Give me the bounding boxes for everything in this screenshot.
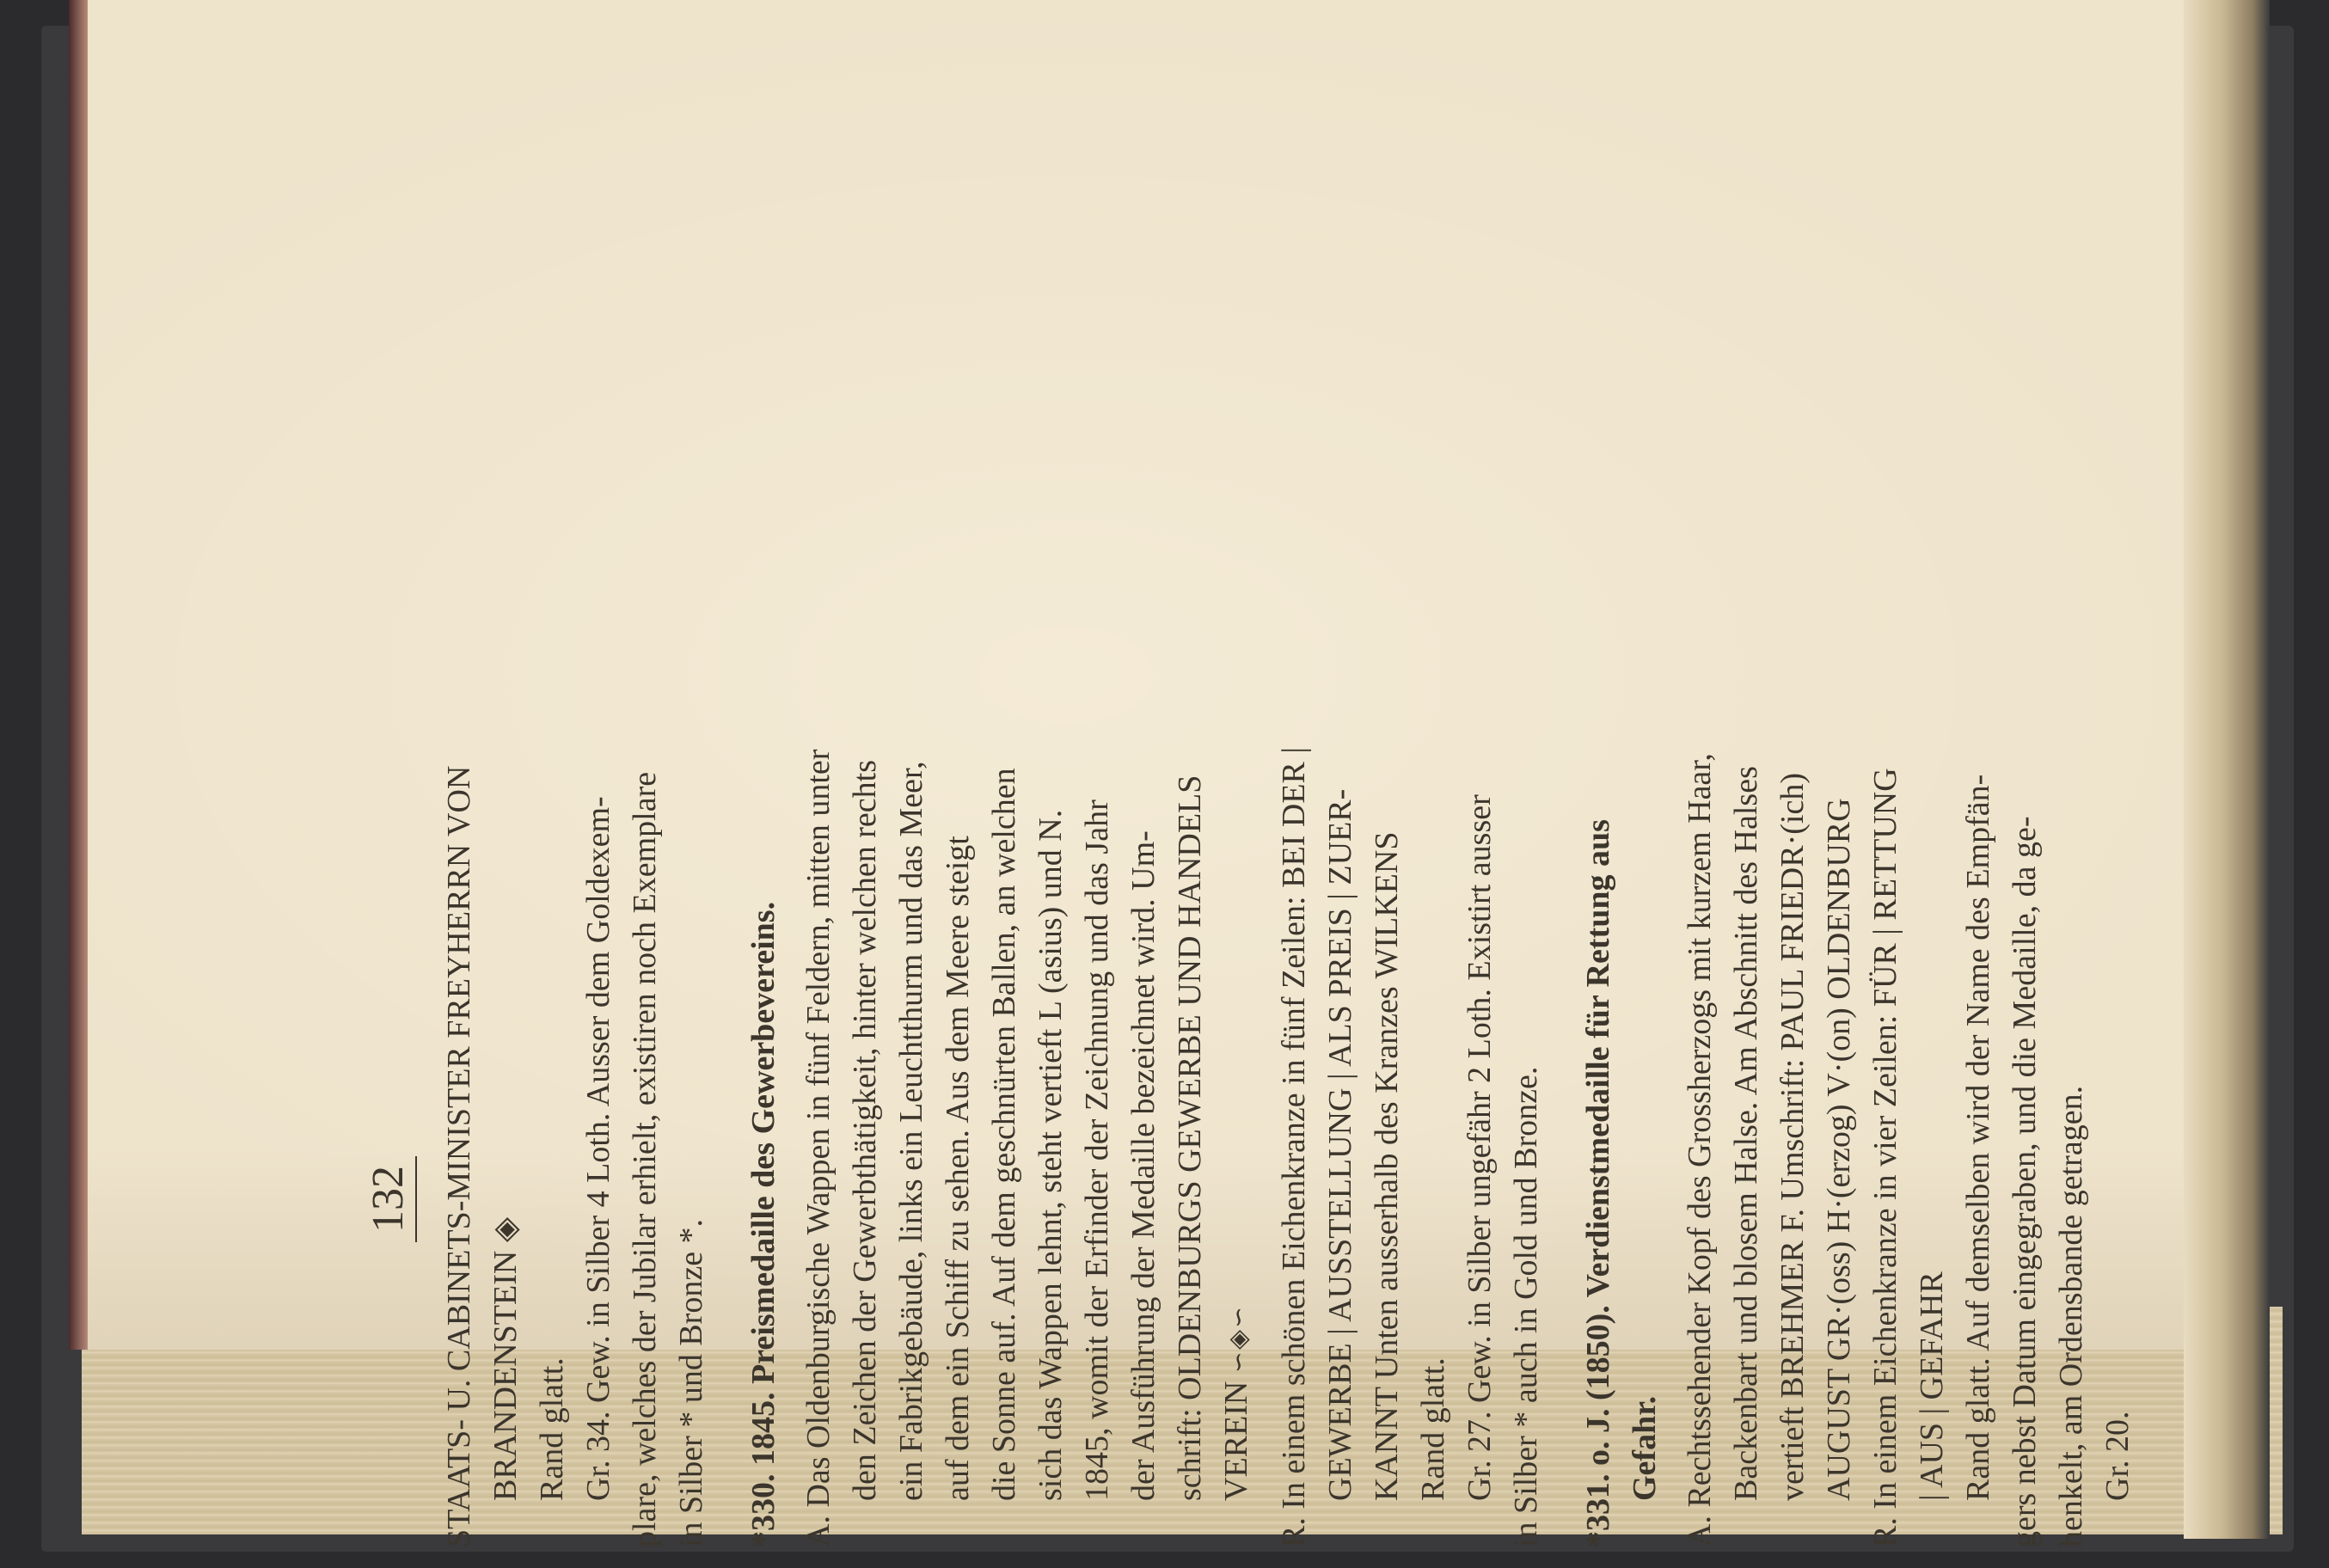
line: schrift: OLDENBURGS GEWERBE UND HANDELS (1172, 775, 1208, 1501)
line: gers nebst Datum eingegraben, und die Medaille, da ge- (2007, 816, 2043, 1547)
ornament-icon: ◈ (487, 1216, 524, 1243)
page-number-rule (415, 1156, 417, 1242)
line: sich das Wappen lehnt, steht vertieft L (asius) und N. (1033, 809, 1069, 1501)
line: in Silber * auch in Gold und Bronze. (1508, 1066, 1544, 1547)
line: A. Rechtssehender Kopf des Grossherzogs mit kurzem Haar, (1682, 753, 1718, 1547)
line: R. In einem Eichenkranze in vier Zeilen: FÜR | RETTUNG (1867, 768, 1903, 1547)
title-line-1: STAATS- U. CABINETS-MINISTER FREYHERRN VON (441, 765, 477, 1547)
line: Rand glatt. (1415, 1357, 1451, 1501)
entry-331-heading (1575, 129, 1668, 1547)
size-weight-note (575, 129, 714, 1547)
line: Gefahr. (1627, 1395, 1663, 1501)
entry-330-heading: *330. 1845. Preismedaille des Gewerbevereins. (745, 901, 781, 1547)
line: Gr. 20. (2099, 1411, 2136, 1501)
page-number: 132 (364, 1166, 413, 1233)
line: Rand glatt. Auf demselben wird der Name des Empfän- (1960, 774, 1996, 1501)
line: in Silber * und Bronze *. (673, 1218, 709, 1547)
line: | AUS | GEFAHR (1914, 1271, 1950, 1501)
line: 1845, womit der Erfinder der Zeichnung und das Jahr (1079, 799, 1115, 1501)
line-with-ornament (1213, 129, 1262, 1547)
line: Backenbart und blosem Halse. Am Abschnitt des Halses (1728, 766, 1764, 1501)
line: der Ausführung der Medaille bezeichnet wird. Um- (1125, 830, 1161, 1501)
line: auf dem ein Schiff zu sehen. Aus dem Meere steigt (940, 836, 976, 1501)
entry-331-reverse (1862, 129, 1955, 1547)
line: vertieft BREHMER F. Umschrift: PAUL FRIEDR·(ich) (1774, 773, 1811, 1501)
entry-330-obverse (795, 129, 1262, 1547)
line: henkelt, am Ordensbande getragen. (2053, 1085, 2089, 1547)
line: VEREIN (1218, 1381, 1254, 1501)
entry-331-notes (1955, 129, 2141, 1547)
line: plare, welches der Jubilar erhielt, existiren noch Exemplare (627, 771, 663, 1547)
entry-330-reverse (1271, 129, 1410, 1547)
line: *331. o. J. (1850). Verdienstmedaille für Rettung aus (1580, 819, 1616, 1547)
line: KANNT Unten ausserhalb des Kranzes WILKENS (1369, 831, 1405, 1501)
line: den Zeichen der Gewerbthätigkeit, hinter welchen rechts (847, 759, 883, 1501)
page-text (364, 129, 2136, 1547)
entry-330-notes (1410, 129, 1549, 1547)
line: ein Fabrikgebäude, links ein Leuchtthurm und das Meer, (893, 761, 929, 1501)
entry-331-obverse (1676, 129, 1862, 1547)
line: A. Das Oldenburgische Wappen in fünf Feldern, mitten unter (800, 749, 837, 1547)
line: GEWERBE | AUSSTELLUNG | ALS PREIS | ZUER- (1322, 788, 1358, 1501)
ornament-icon: ∽◈∽ (1224, 1304, 1253, 1374)
dedication-title (436, 129, 529, 1547)
line: Gr. 27. Gew. in Silber ungefähr 2 Loth. Existirt ausser (1462, 794, 1498, 1501)
line: Gr. 34. Gew. in Silber 4 Loth. Ausser dem Goldexem- (580, 796, 616, 1501)
book-gutter (2184, 0, 2270, 1539)
line: R. In einem schönen Eichenkranze in fünf Zeilen: BEI DER | (1276, 747, 1312, 1547)
line: die Sonne auf. Auf dem geschnürten Ballen, an welchen (986, 768, 1022, 1501)
line: AUGUST GR·(oss) H·(erzog) V·(on) OLDENBURG (1821, 798, 1857, 1501)
edge-note: Rand glatt. (534, 1357, 570, 1501)
cover-edge (69, 0, 88, 1350)
title-line-2: BRANDENSTEIN (487, 1250, 524, 1501)
